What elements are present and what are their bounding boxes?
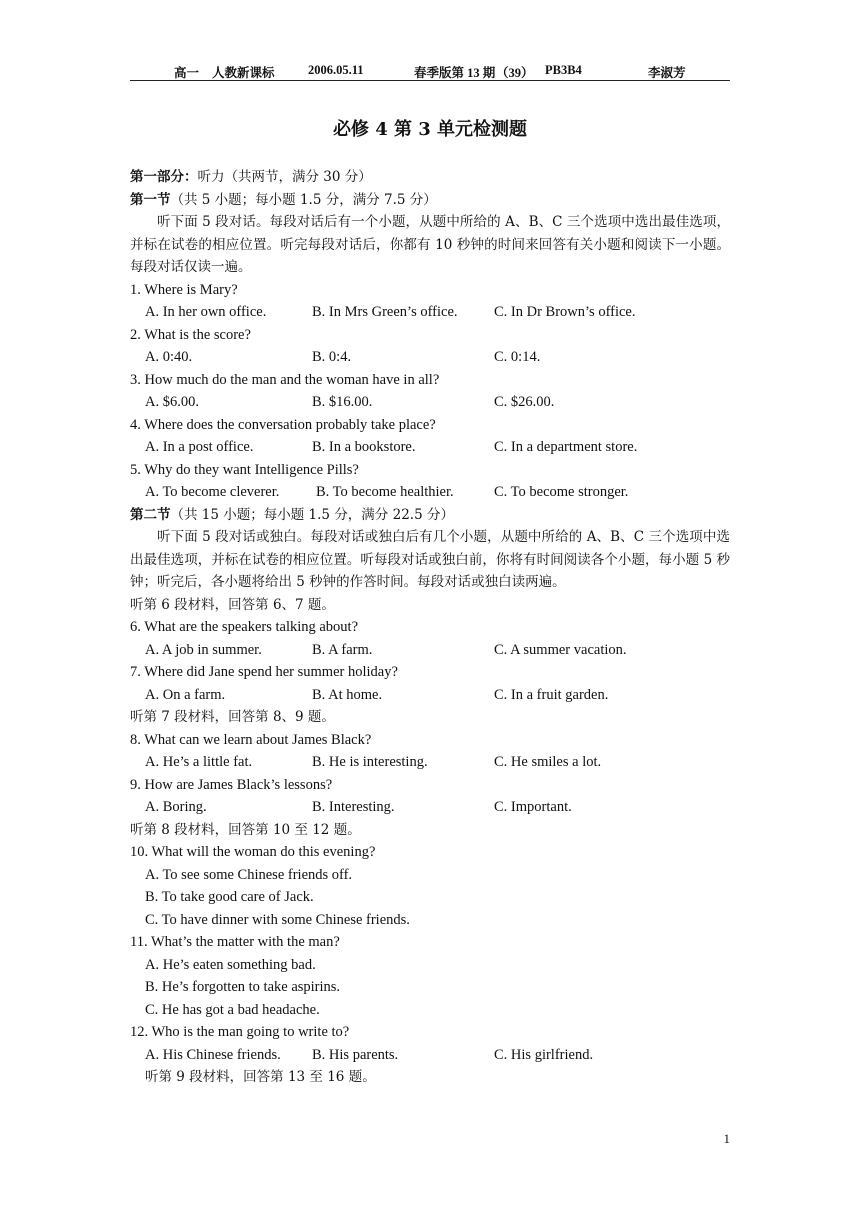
part1-label: 第一部分：	[130, 169, 198, 185]
option-a: A. In her own office.	[145, 304, 267, 320]
option-c: C. He smiles a lot.	[494, 754, 602, 770]
question-2-options	[130, 346, 730, 369]
option-c: C. 0:14.	[494, 349, 541, 365]
option-c: C. $26.00.	[494, 394, 555, 410]
question-2: 2. What is the score?	[130, 326, 251, 343]
question-9: 9. How are James Black’s lessons?	[130, 776, 333, 793]
question-3-options	[130, 391, 730, 414]
question-11-option-a: A. He’s eaten something bad.	[145, 956, 316, 973]
question-7-options	[130, 684, 730, 707]
question-12: 12. Who is the man going to write to?	[130, 1024, 350, 1040]
page-header	[130, 60, 730, 81]
option-b: B. Interesting.	[312, 799, 395, 815]
header-page-ref: （39）	[496, 66, 534, 80]
section1-info: （共 5 小题；每小题 1.5 分，满分 7.5 分）	[170, 191, 437, 208]
option-c: C. Important.	[494, 799, 572, 815]
header-author: 李淑芳	[648, 66, 686, 80]
option-c: C. In a fruit garden.	[494, 686, 609, 703]
question-4: 4. Where does the conversation probably take place?	[130, 416, 436, 433]
question-6-options	[130, 639, 730, 662]
option-b: B. He is interesting.	[312, 754, 428, 770]
option-a: A. Boring.	[145, 799, 207, 815]
option-b: B. 0:4.	[312, 349, 352, 365]
section2-info: （共 15 小题；每小题 1.5 分，满分 22.5 分）	[170, 506, 454, 523]
option-c: C. In Dr Brown’s office.	[494, 304, 636, 320]
material-7-note: 听第 7 段材料，回答第 8、9 题。	[130, 709, 335, 725]
option-c: C. His girlfriend.	[494, 1046, 594, 1063]
page-title: 必修 4 第 3 单元检测题	[332, 119, 528, 140]
section2-instructions: 听下面 5 段对话或独白。每段对话或独白后有几个小题，从题中所给的 A、B、C 三个选项中选出最佳选项，并标在试卷的相应位置。听每段对话或独白前，你将有时间阅读各个小题，每小题 5 秒钟；听完后，各小题将给出 5 秒钟的作答时间。每段对话或独白读两遍。	[130, 529, 730, 590]
material-6-note: 听第 6 段材料，回答第 6、7 题。	[130, 596, 335, 613]
option-a: A. A job in summer.	[145, 641, 262, 658]
option-a: A. $6.00.	[145, 394, 199, 410]
option-a: A. In a post office.	[145, 439, 254, 455]
header-edition: 人教新课标	[212, 66, 275, 80]
question-6: 6. What are the speakers talking about?	[130, 619, 359, 635]
option-b: B. In Mrs Green’s office.	[312, 304, 458, 320]
option-a: A. His Chinese friends.	[145, 1046, 281, 1063]
question-1-options	[130, 301, 730, 324]
option-c: C. In a department store.	[494, 439, 638, 455]
section1-heading	[130, 189, 730, 212]
question-8-options	[130, 751, 730, 774]
option-a: A. To become cleverer.	[145, 484, 280, 500]
question-10: 10. What will the woman do this evening?	[130, 844, 376, 860]
question-5: 5. Why do they want Intelligence Pills?	[130, 461, 359, 478]
option-b: B. In a bookstore.	[312, 439, 416, 455]
question-8: 8. What can we learn about James Black?	[130, 731, 372, 748]
option-c: C. To become stronger.	[494, 484, 629, 500]
question-3: 3. How much do the man and the woman have in all?	[130, 371, 440, 388]
question-4-options	[130, 436, 730, 459]
material-9-note: 听第 9 段材料，回答第 13 至 16 题。	[145, 1069, 376, 1085]
section2-heading	[130, 504, 730, 527]
option-b: B. At home.	[312, 686, 383, 703]
question-7: 7. Where did Jane spend her summer holiday?	[130, 664, 398, 680]
option-c: C. A summer vacation.	[494, 641, 627, 658]
question-11-option-b: B. He’s forgotten to take aspirins.	[145, 979, 341, 995]
question-12-options	[130, 1044, 730, 1067]
question-11-option-c: C. He has got a bad headache.	[145, 1001, 320, 1018]
section2-label: 第二节	[130, 506, 171, 523]
option-b: B. A farm.	[312, 641, 373, 658]
material-8-note: 听第 8 段材料，回答第 10 至 12 题。	[130, 821, 361, 838]
option-a: A. 0:40.	[145, 349, 193, 365]
header-grade: 高一	[174, 66, 200, 80]
section1-instructions: 听下面 5 段对话。每段对话后有一个小题，从题中所给的 A、B、C 三个选项中选出最佳选项，并标在试卷的相应位置。听完每段对话后，你都有 10 秒钟的时间来回答有关小题和阅读下一小题。每段对话仅读一遍。	[130, 214, 730, 275]
header-code: PB3B4	[545, 63, 582, 77]
part1-text: 听力（共两节，满分 30 分）	[197, 169, 372, 185]
option-a: A. On a farm.	[145, 686, 226, 703]
header-date: 2006.05.11	[308, 63, 364, 77]
question-9-options	[130, 796, 730, 819]
document-body	[130, 166, 730, 1089]
option-b: B. To become healthier.	[316, 484, 454, 500]
question-11: 11. What’s the matter with the man?	[130, 934, 340, 950]
question-10-option-b: B. To take good care of Jack.	[145, 889, 314, 905]
option-a: A. He’s a little fat.	[145, 754, 253, 770]
section1-label: 第一节	[130, 191, 171, 208]
part1-heading	[130, 166, 730, 189]
question-10-option-a: A. To see some Chinese friends off.	[145, 866, 353, 883]
option-b: B. $16.00.	[312, 394, 373, 410]
question-1: 1. Where is Mary?	[130, 281, 238, 298]
question-5-options	[130, 481, 730, 504]
header-issue: 春季版第 13 期	[414, 66, 496, 80]
page-number: 1	[723, 1131, 730, 1146]
option-b: B. His parents.	[312, 1046, 399, 1063]
question-10-option-c: C. To have dinner with some Chinese friends.	[145, 911, 410, 928]
